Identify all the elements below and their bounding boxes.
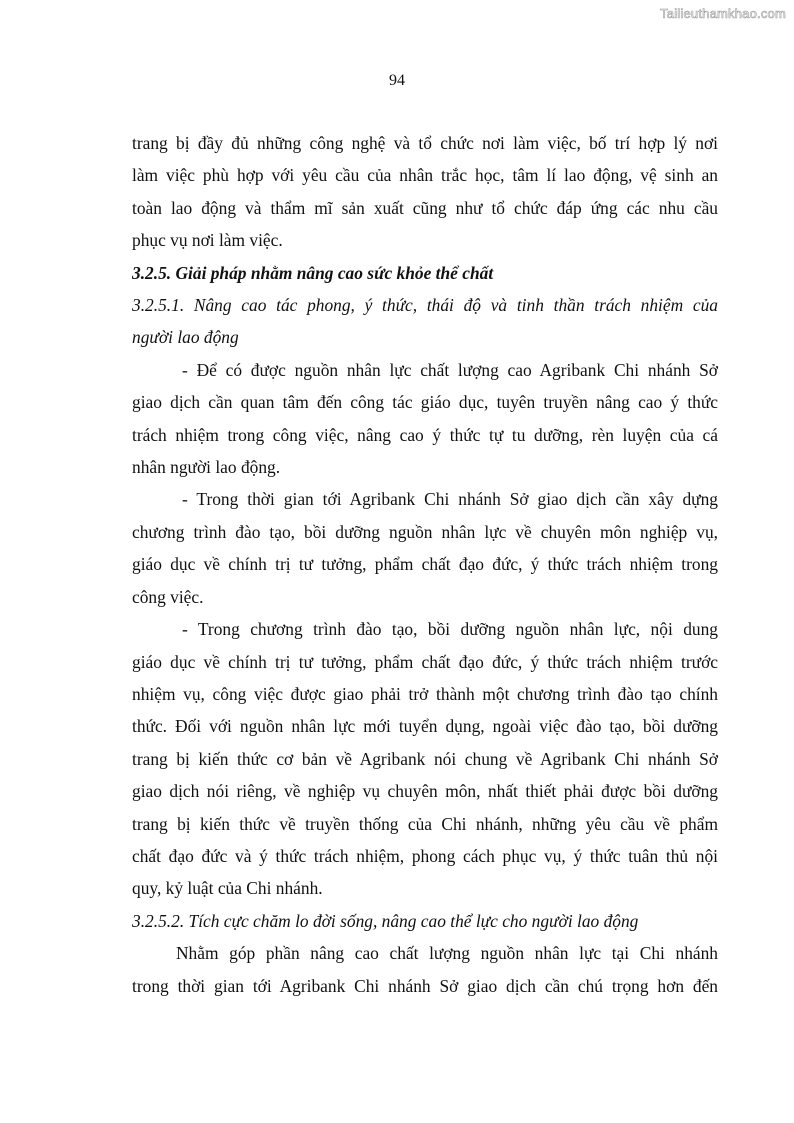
paragraph-line: chương trình đào tạo, bồi dưỡng nguồn nhân lực về chuyên môn nghiệp vụ, — [132, 521, 718, 542]
paragraph-line: trang bị đầy đủ những công nghệ và tổ chức nơi làm việc, bố trí hợp lý nơi — [132, 133, 718, 153]
paragraph-line: trang bị kiến thức về truyền thống của Chi nhánh, những yêu cầu về phẩm — [132, 813, 718, 834]
paragraph-line: trang bị kiến thức cơ bản về Agribank nói chung về Agribank Chi nhánh Sở — [132, 748, 718, 769]
section-heading-3-2-5: 3.2.5. Giải pháp nhằm nâng cao sức khỏe thể chất — [132, 262, 494, 283]
subsection-heading-3-2-5-1-cont: người lao động — [132, 327, 239, 348]
paragraph-line: giao dịch cần quan tâm đến công tác giáo dục, tuyên truyền nâng cao ý thức — [132, 392, 718, 413]
paragraph-line: làm việc phù hợp với yêu cầu của nhân trắc học, tâm lí lao động, vệ sinh an — [132, 165, 718, 186]
document-body — [132, 127, 718, 1002]
paragraph-line: - Trong chương trình đào tạo, bồi dưỡng nguồn nhân lực, nội dung — [182, 619, 718, 640]
paragraph-line: - Để có được nguồn nhân lực chất lượng cao Agribank Chi nhánh Sở — [182, 359, 718, 380]
paragraph-line: Nhằm góp phần nâng cao chất lượng nguồn nhân lực tại Chi nhánh — [176, 943, 718, 964]
paragraph-line: giao dịch nói riêng, về nghiệp vụ chuyên môn, nhất thiết phải được bồi dưỡng — [132, 781, 718, 802]
subsection-heading-3-2-5-1: 3.2.5.1. Nâng cao tác phong, ý thức, thái độ và tinh thần trách nhiệm của — [132, 295, 718, 316]
paragraph-line: phục vụ nơi làm việc. — [132, 230, 283, 251]
paragraph-line: công việc. — [132, 586, 204, 607]
paragraph-line: toàn lao động và thẩm mĩ sản xuất cũng như tổ chức đáp ứng các nhu cầu — [132, 197, 718, 218]
subsection-heading-3-2-5-2: 3.2.5.2. Tích cực chăm lo đời sống, nâng cao thể lực cho người lao động — [132, 910, 639, 931]
paragraph-line: giáo dục về chính trị tư tưởng, phẩm chất đạo đức, ý thức trách nhiệm trước — [132, 651, 718, 672]
paragraph-line: nhiệm vụ, công việc được giao phải trở thành một chương trình đào tạo chính — [132, 683, 718, 704]
paragraph-line: quy, kỷ luật của Chi nhánh. — [132, 878, 323, 899]
paragraph-line: trách nhiệm trong công việc, nâng cao ý thức tự tu dưỡng, rèn luyện của cá — [132, 424, 718, 445]
paragraph-line: nhân người lao động. — [132, 457, 281, 478]
paragraph-line: chất đạo đức và ý thức trách nhiệm, phong cách phục vụ, ý thức tuân thủ nội — [132, 845, 718, 866]
paragraph-line: trong thời gian tới Agribank Chi nhánh Sở giao dịch cần chú trọng hơn đến — [132, 975, 718, 996]
paragraph-line: thức. Đối với nguồn nhân lực mới tuyển dụng, ngoài việc đào tạo, bồi dưỡng — [132, 716, 718, 737]
paragraph-line: giáo dục về chính trị tư tưởng, phẩm chất đạo đức, ý thức trách nhiệm trong — [132, 554, 718, 575]
page-number: 94 — [389, 72, 405, 89]
paragraph-line: - Trong thời gian tới Agribank Chi nhánh Sở giao dịch cần xây dựng — [182, 489, 718, 510]
watermark-text: Tailieuthamkhao.com — [660, 6, 786, 21]
